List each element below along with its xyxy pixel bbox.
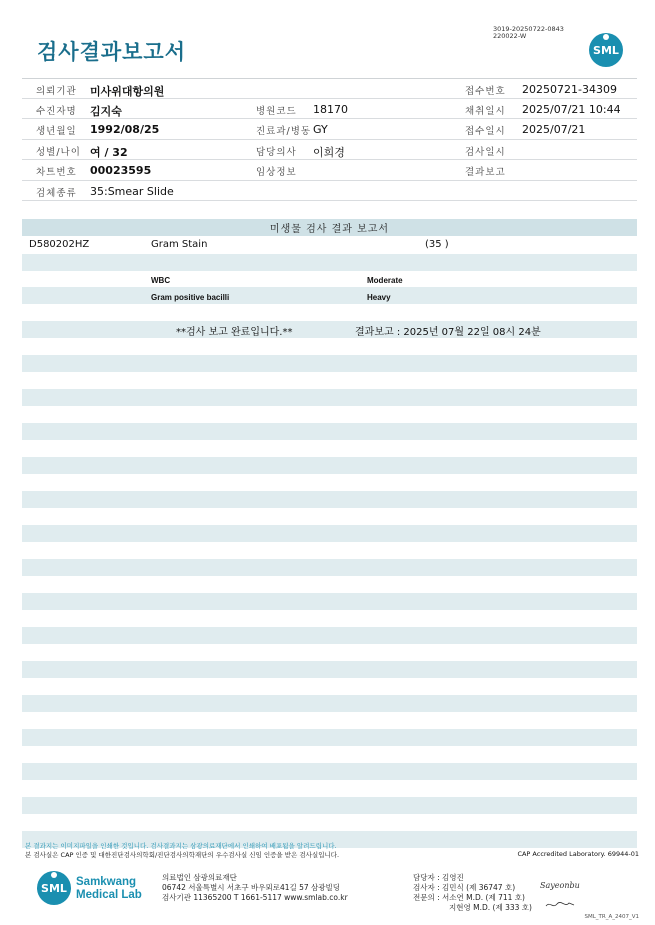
result-band — [22, 627, 637, 644]
receipt-date-value: 2025/07/21 — [522, 123, 586, 136]
sex-age-label: 성별/나이 — [36, 146, 81, 158]
receipt-date-label: 접수일시 — [465, 126, 506, 137]
result-band — [22, 457, 637, 474]
result-band — [22, 355, 637, 372]
patient-label: 수진자명 — [36, 105, 77, 117]
hospital-code-label: 병원코드 — [256, 105, 297, 117]
info-row — [22, 140, 637, 161]
staff-line: 담당자 : 김영진 — [413, 873, 464, 882]
chart-no-value: 00023595 — [90, 164, 152, 177]
receipt-no-label: 접수번호 — [465, 86, 506, 97]
info-row — [22, 181, 637, 202]
result-band — [22, 423, 637, 440]
org-line: 검사기관 11365200 T 1661-5117 www.smlab.co.kr — [162, 893, 348, 902]
org-line: 06742 서울특별시 서초구 바우뫼로41길 57 삼광빌딩 — [162, 883, 341, 892]
signature-scribble-icon — [545, 900, 575, 910]
requesting-org-label: 의뢰기관 — [36, 86, 77, 97]
document-code — [493, 26, 564, 40]
staff-line: 지현영 M.D. (제 333 호) — [449, 903, 532, 912]
brand-line2: Medical Lab — [76, 889, 142, 901]
result-band — [22, 661, 637, 678]
signature: Sayeonbu — [540, 881, 580, 890]
cap-accreditation: CAP Accredited Laboratory. 69944-01 — [517, 850, 639, 858]
report-time: 결과보고 : 2025년 07월 22일 08시 24분 — [355, 327, 541, 338]
report-complete-message: **검사 보고 완료입니다.** — [176, 327, 293, 338]
result-item: Gram positive bacilli — [151, 293, 230, 302]
form-code: SML_TR_A_2407_V1 — [584, 914, 639, 920]
result-value: Heavy — [367, 293, 391, 302]
result-band — [22, 559, 637, 576]
dept-value: GY — [313, 123, 328, 136]
dept-label: 진료과/병동 — [256, 126, 312, 137]
result-value: Moderate — [367, 276, 403, 285]
result-band — [22, 491, 637, 508]
dob-value: 1992/08/25 — [90, 123, 160, 136]
document-code-line1: 3019-20250722-0843 — [493, 25, 564, 33]
staff-line: 검사자 : 김민식 (제 36747 호) — [413, 883, 516, 892]
test-count: (35 ) — [425, 239, 449, 250]
result-band — [22, 797, 637, 814]
result-item: WBC — [151, 276, 171, 285]
staff-line: 전문의 : 서소연 M.D. (제 711 호) — [413, 893, 525, 902]
accreditation-notice: 본 검사실은 CAP 인증 및 대한진단검사의학회/진단검사의학재단의 우수검사실 신임 인증을 받은 검사실입니다. — [25, 851, 340, 859]
collect-date-value: 2025/07/21 10:44 — [522, 102, 621, 116]
doctor-value: 이희경 — [313, 145, 345, 159]
result-band — [22, 525, 637, 542]
org-line: 의료법인 삼광의료재단 — [162, 873, 237, 882]
image-notice: 본 결과지는 이미지파일을 인쇄한 것입니다. 검사결과지는 삼광의료재단에서 인쇄하여 배포됨을 알려드립니다. — [25, 842, 337, 850]
result-band — [22, 254, 637, 271]
patient-value: 김지숙 — [90, 104, 122, 118]
chart-no-label: 차트번호 — [36, 167, 77, 178]
result-band — [22, 389, 637, 406]
result-band — [22, 763, 637, 780]
hospital-code-value: 18170 — [313, 102, 348, 116]
result-band — [22, 729, 637, 746]
sml-footer-logo-icon: SML — [37, 871, 71, 905]
specimen-label: 검체종류 — [36, 187, 77, 199]
collect-date-label: 채취일시 — [465, 105, 506, 117]
result-band — [22, 593, 637, 610]
result-band — [22, 287, 637, 304]
result-band — [22, 695, 637, 712]
receipt-no-value: 20250721-34309 — [522, 83, 617, 96]
test-code: D580202HZ — [29, 239, 90, 250]
sml-logo-icon: SML — [589, 33, 623, 67]
organization-info — [162, 873, 348, 903]
doctor-label: 담당의사 — [256, 146, 297, 158]
document-code-line2: 220022-W — [493, 32, 527, 40]
brand-name — [76, 876, 142, 902]
specimen-value: 35:Smear Slide — [90, 184, 174, 198]
page-title: 검사결과보고서 — [37, 40, 187, 64]
info-row — [22, 160, 637, 181]
test-date-label: 검사일시 — [465, 146, 506, 158]
clinical-info-label: 임상정보 — [256, 167, 297, 178]
result-band — [22, 321, 637, 338]
report-title: 미생물 검사 결과 보고서 — [269, 224, 390, 235]
staff-info — [413, 873, 532, 913]
info-row — [22, 99, 637, 120]
info-row — [22, 119, 637, 140]
requesting-org-value: 미사위대항의원 — [90, 85, 165, 98]
sex-age-value: 여 / 32 — [90, 145, 128, 159]
patient-info-table — [22, 78, 637, 201]
info-row — [22, 78, 637, 99]
brand-line1: Samkwang — [76, 876, 137, 888]
dob-label: 생년월일 — [36, 126, 77, 137]
report-label: 결과보고 — [465, 167, 506, 178]
test-name: Gram Stain — [151, 239, 208, 250]
